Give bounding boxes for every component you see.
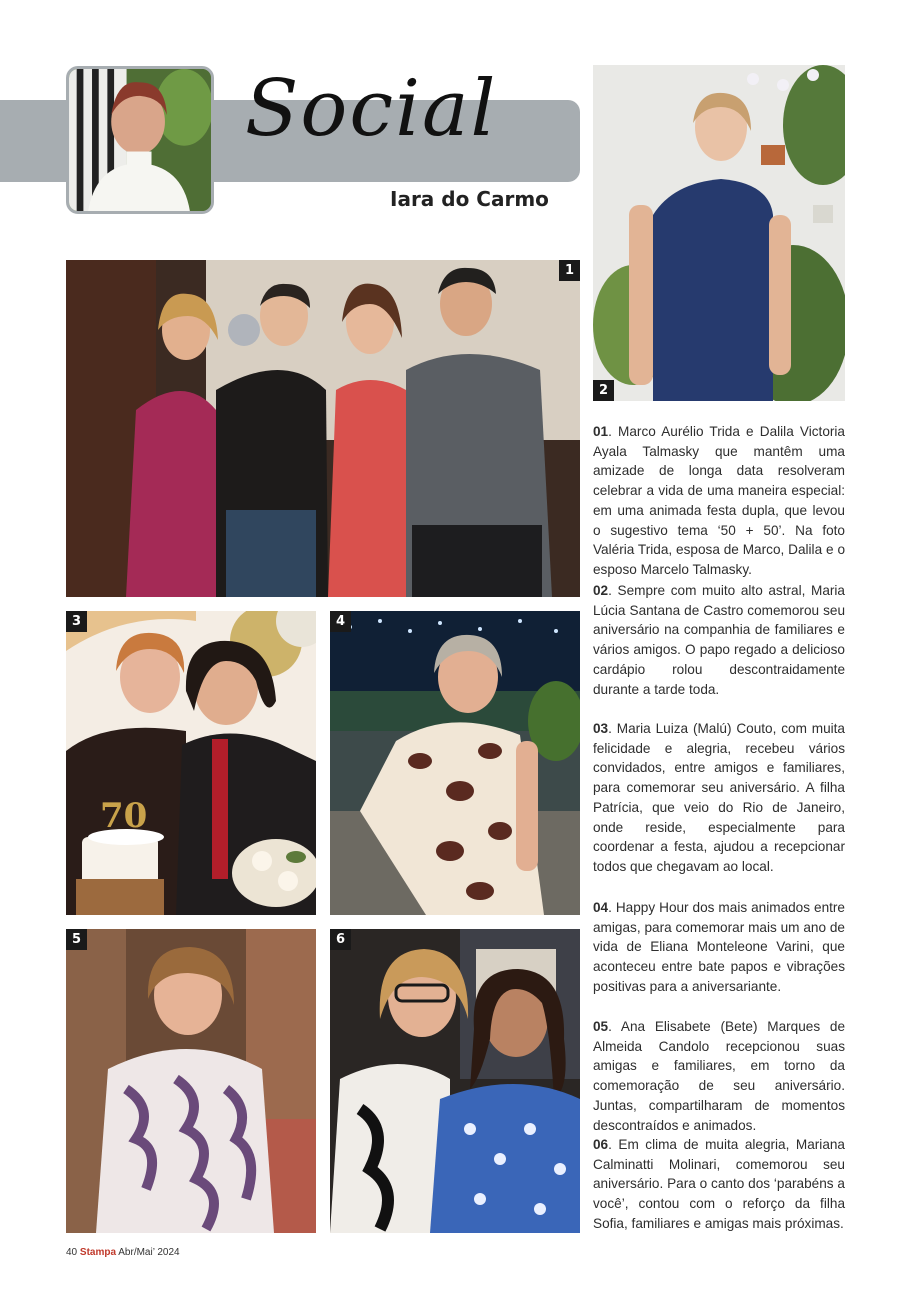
caption-text: . Marco Aurélio Trida e Dalila Victoria Ayala Talmasky que mantêm uma amizade de longa data resolveram celebrar a vida de uma maneira especial: em uma animada festa dupla, que levou o sugestivo tema ‘50 + 50’. Na foto Valéria Trida, esposa de Marco, Dalila e o esposo Marcelo Talmasky. [593, 424, 845, 577]
photo-number-5: 5 [66, 929, 87, 950]
caption-03 [593, 719, 845, 877]
photo-number-3: 3 [66, 611, 87, 632]
caption-number: 06 [593, 1137, 609, 1152]
photo-number-1: 1 [559, 260, 580, 281]
page-footer [66, 1247, 180, 1258]
caption-text: . Happy Hour dos mais animados entre amigas, para comemorar mais um ano de vida de Eliana Monteleone Varini, que aconteceu entre bate papos e vibrações positivas para a aniversariante. [593, 900, 845, 994]
photo-4 [330, 611, 580, 915]
cake-topper: 70 [100, 796, 148, 836]
caption-text: . Sempre com muito alto astral, Maria Lúcia Santana de Castro comemorou seu aniversário na companhia de familiares e vários amigos. O papo regado a delicioso cardápio rolou descontraidamente durante a tarde toda. [593, 583, 845, 697]
caption-01 [593, 422, 845, 580]
caption-04 [593, 898, 845, 997]
photo-number-4: 4 [330, 611, 351, 632]
columnist-photo [69, 69, 211, 211]
caption-number: 05 [593, 1019, 609, 1034]
magazine-brand: Stampa [79, 1247, 117, 1258]
caption-06 [593, 1135, 845, 1234]
caption-number: 01 [593, 424, 609, 439]
caption-number: 04 [593, 900, 609, 915]
caption-number: 03 [593, 721, 609, 736]
photo-1 [66, 260, 580, 597]
caption-02 [593, 581, 845, 699]
caption-text: . Maria Luiza (Malú) Couto, com muita felicidade e alegria, recebeu vários convidados, entre amigos e familiares, para comemorar seu aniversário. A filha Patrícia, que veio do Rio de Janeiro, onde reside, especialmente para coordenar a festa, ajudou a recepcionar todos que chegavam ao local. [593, 721, 845, 874]
photo-3 [66, 611, 316, 915]
photo-number-2: 2 [593, 380, 614, 401]
caption-text: . Ana Elisabete (Bete) Marques de Almeida Candolo recepcionou suas amigas e familiares, em torno da comemoração de seu aniversário. Juntas, compartilharam de momentos descontraídos e animados. [593, 1019, 845, 1133]
columnist-portrait [66, 66, 214, 214]
photo-6 [330, 929, 580, 1233]
photo-number-6: 6 [330, 929, 351, 950]
photo-2 [593, 65, 845, 401]
caption-05 [593, 1017, 845, 1135]
issue-date: Abr/Mai’ 2024 [118, 1247, 180, 1258]
caption-number: 02 [593, 583, 609, 598]
column-title: Social [245, 64, 498, 154]
caption-text: . Em clima de muita alegria, Mariana Calminatti Molinari, comemorou seu aniversário. Para o canto dos ‘parabéns a você’, contou com o reforço da filha Sofia, familiares e amigas mais próximas. [593, 1137, 845, 1231]
photo-5 [66, 929, 316, 1233]
page-number: 40 [66, 1247, 78, 1258]
column-byline: Iara do Carmo [390, 187, 549, 211]
